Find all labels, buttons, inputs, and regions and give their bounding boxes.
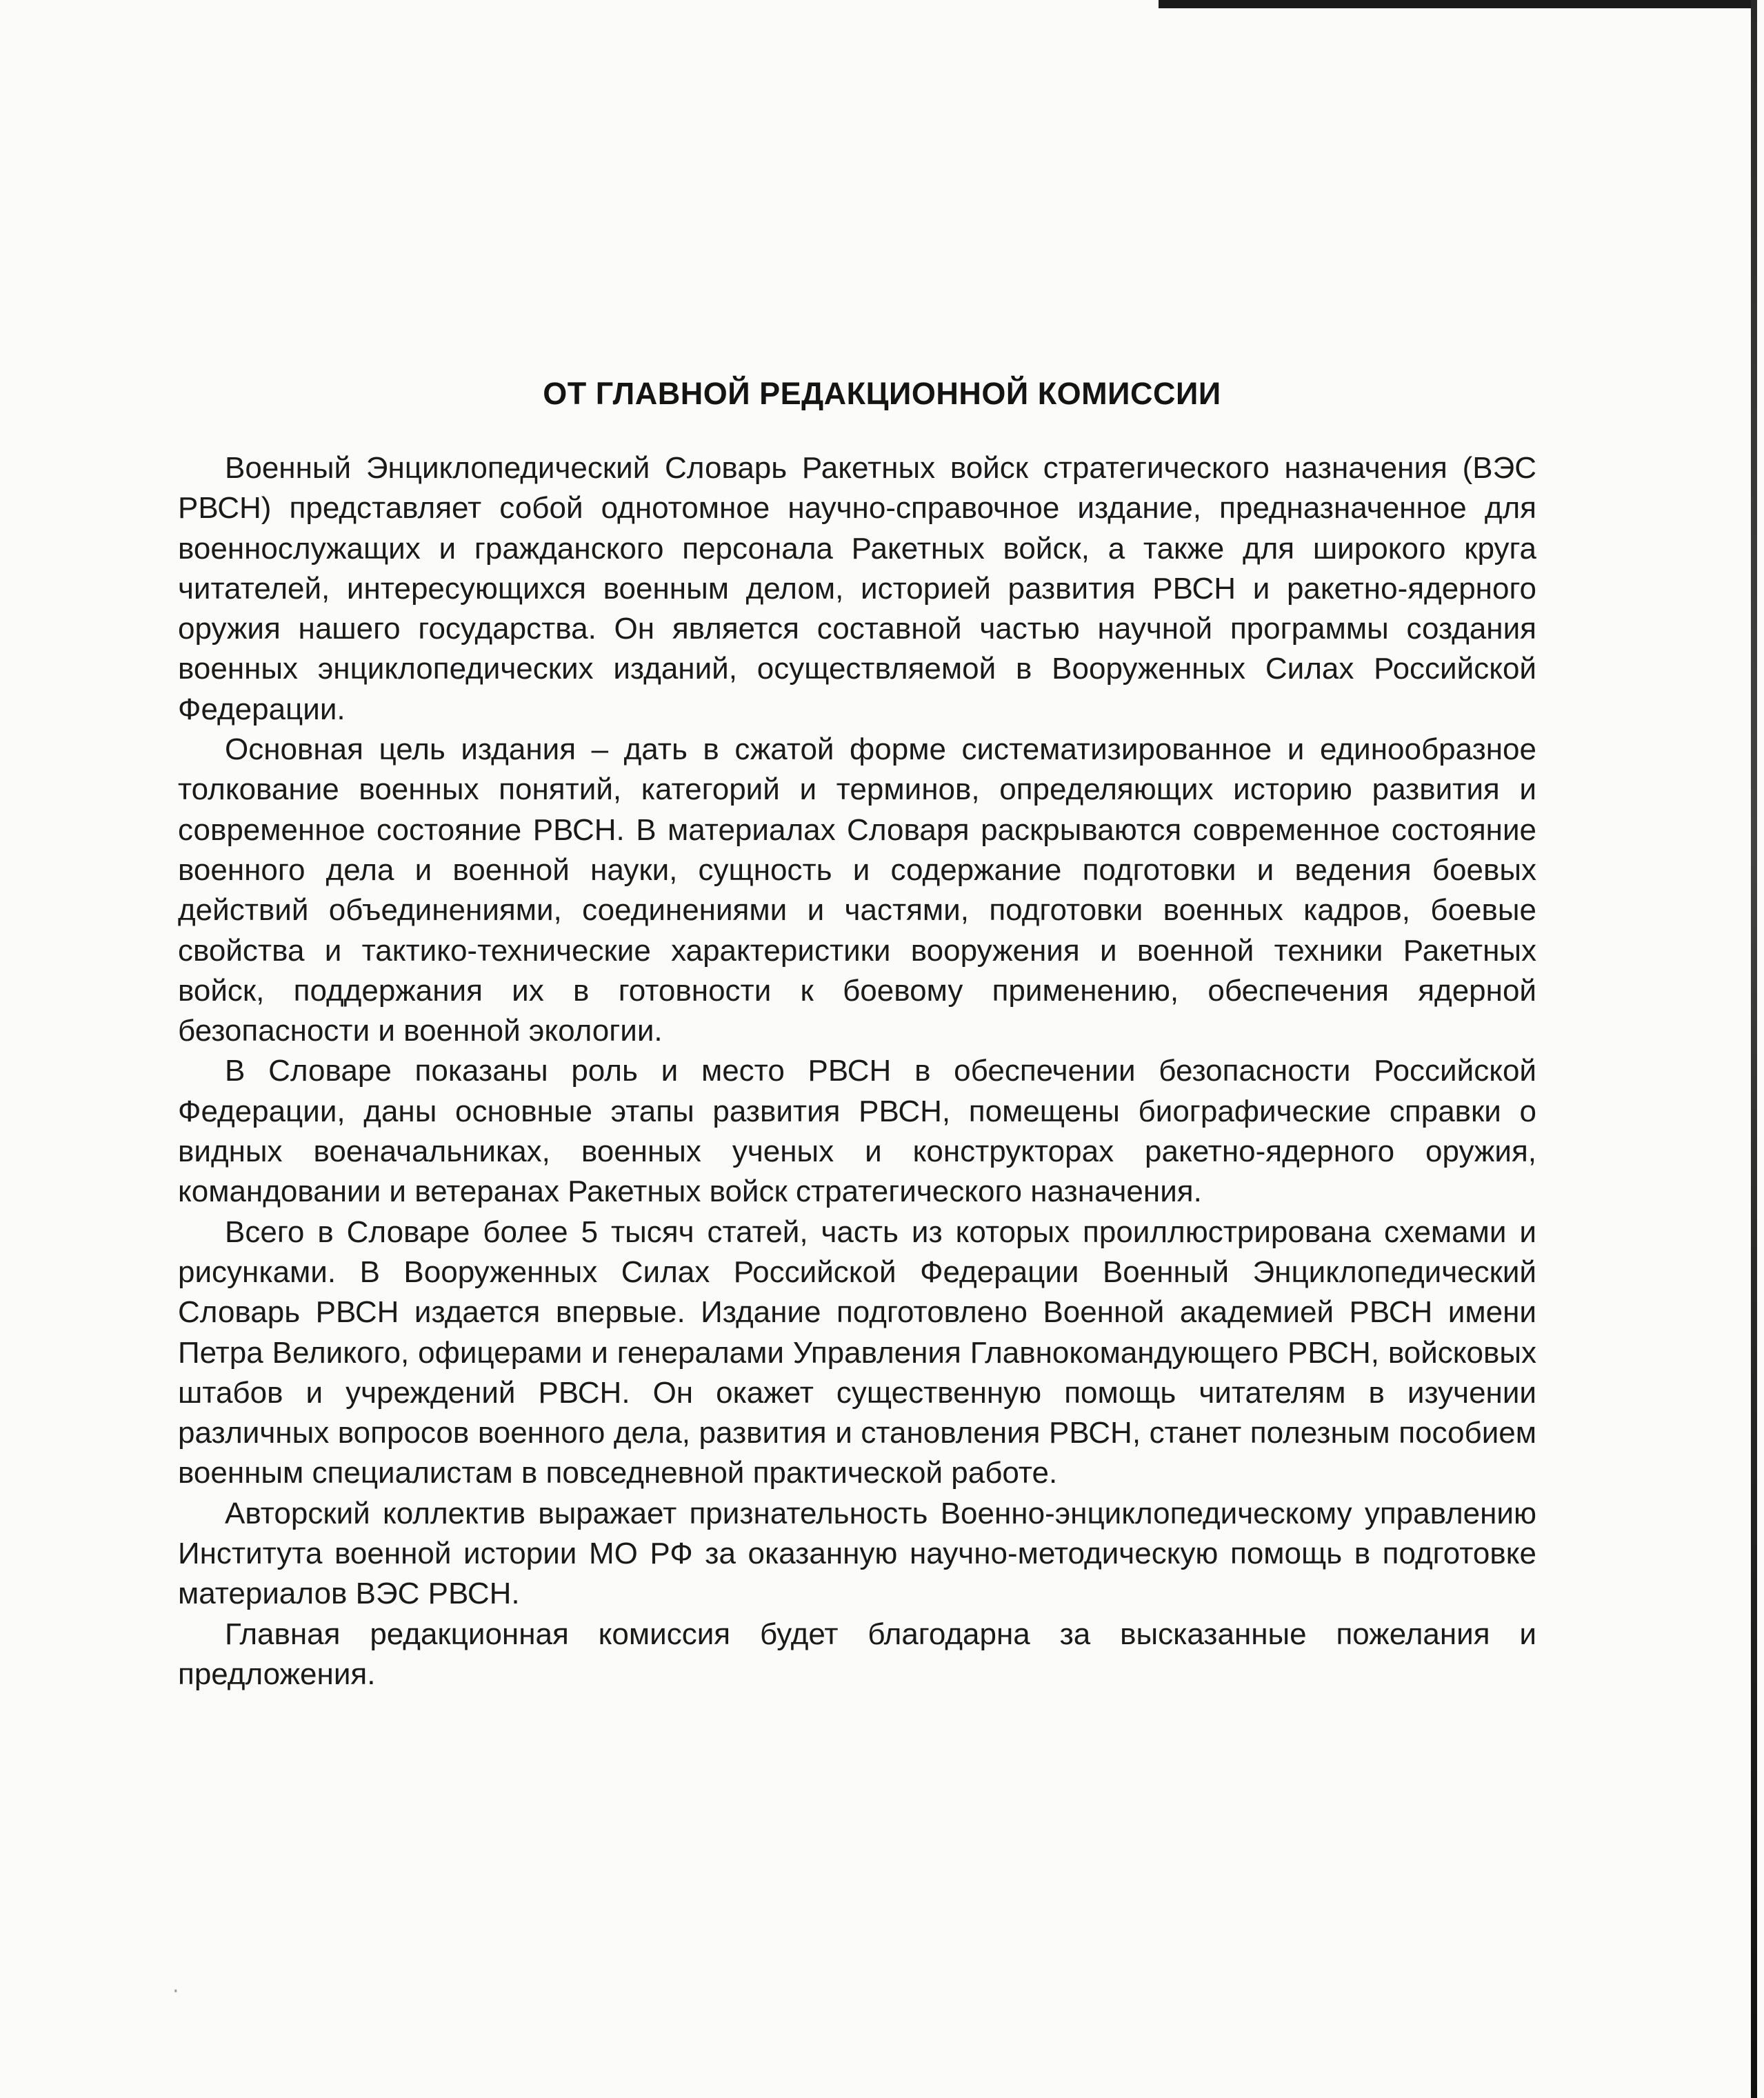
paragraph-acknowledgement: Авторский коллектив выражает признательность Военно-энциклопедическому управлению Института военной истории МО РФ за оказанную научно-методическую помощь в подготовке материалов ВЭС РВСН. [178, 1496, 1536, 1611]
paragraph-intro: Военный Энциклопедический Словарь Ракетных войск стратегического назначения (ВЭС РВСН) представляет собой однотомное научно-справочное издание, предназначенное для военнослужащих и гражданского персонала Ракетных войск, а также для широкого круга читателей, интересующихся военным делом, историей развития РВСН и ракетно-ядерного оружия нашего государства. Он является составной частью научной программы создания военных энциклопедических изданий, осуществляемой в Вооруженных Силах Российской Федерации. [178, 451, 1536, 726]
paragraph-purpose: Основная цель издания – дать в сжатой форме систематизированное и единообразное толкование военных понятий, категорий и терминов, определяющих историю развития и современное состояние РВСН. В материалах Словаря раскрываются современное состояние военного дела и военной науки, сущность и содержание подготовки и ведения боевых действий объединениями, соединениями и частями, подготовки военных кадров, боевые свойства и тактико-технические характеристики вооружения и военной техники Ракетных войск, поддержания их в готовности к боевому применению, обеспечения ядерной безопасности и военной экологии. [178, 732, 1536, 1048]
scan-speck: · [172, 1979, 179, 2004]
page-title: ОТ ГЛАВНОЙ РЕДАКЦИОННОЙ КОМИССИИ [543, 376, 1221, 411]
paragraph-contents: В Словаре показаны роль и место РВСН в обеспечении безопасности Российской Федерации, даны основные этапы развития РВСН, помещены биографические справки о видных военачальниках, военных ученых и конструкторах ракетно-ядерного оружия, командовании и ветеранах Ракетных войск стратегического назначения. [178, 1054, 1536, 1209]
scan-edge-right [1751, 0, 1757, 2098]
scan-edge-top [1159, 0, 1752, 8]
paragraph-closing: Главная редакционная комиссия будет благодарна за высказанные пожелания и предложения. [178, 1617, 1536, 1691]
paragraph-scope: Всего в Словаре более 5 тысяч статей, часть из которых проиллюстрирована схемами и рисунками. В Вооруженных Силах Российской Федерации Военный Энциклопедический Словарь РВСН издается впервые. Издание подготовлено Военной академией РВСН имени Петра Великого, офицерами и генералами Управления Главнокомандующего РВСН, войсковых штабов и учреждений РВСН. Он окажет существенную помощь читателям в изучении различных вопросов военного дела, развития и становления РВСН, станет полезным пособием военным специалистам в повседневной практической работе. [178, 1215, 1536, 1490]
body-text [178, 448, 1536, 1695]
